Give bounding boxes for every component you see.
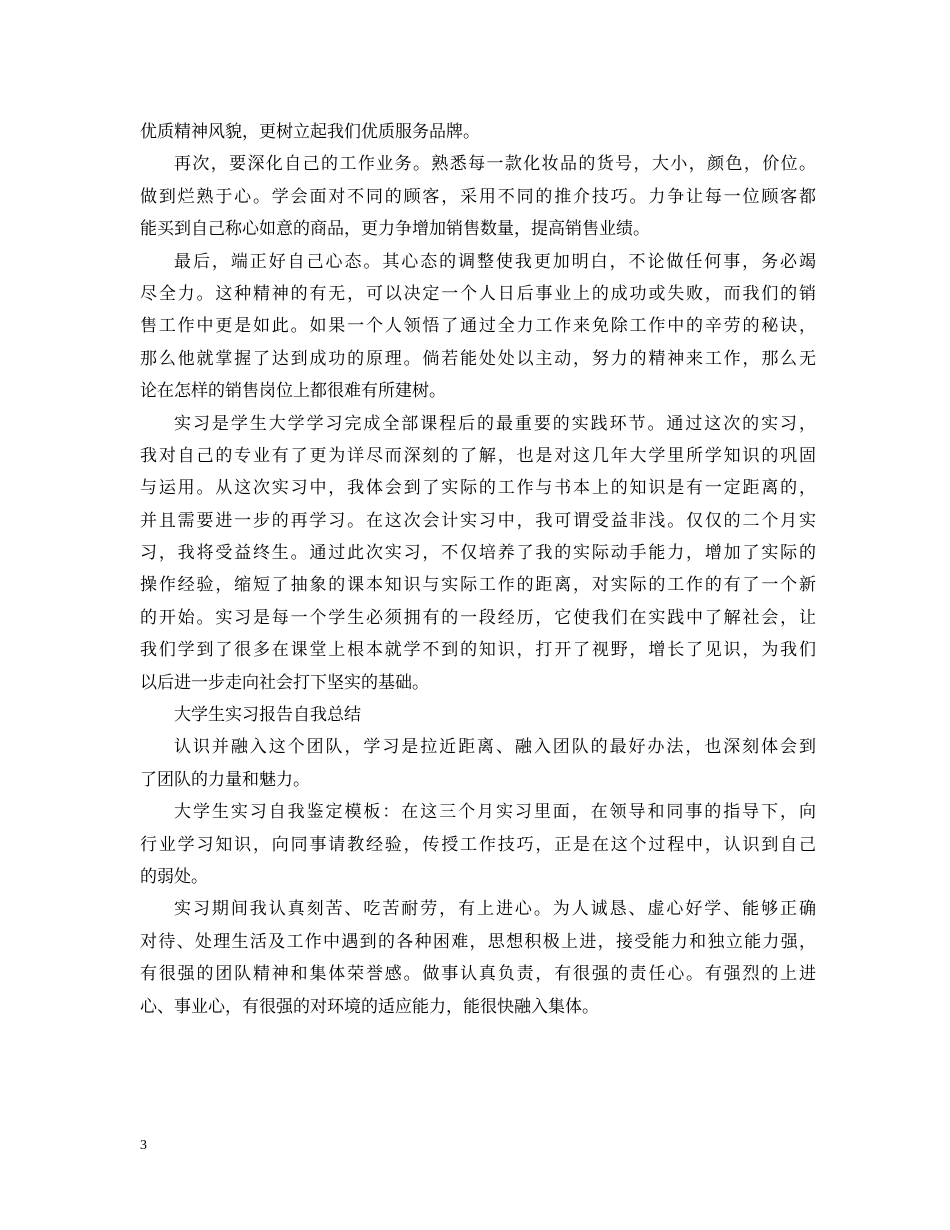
text-line: 再次，要深化自己的工作业务。熟悉每一款化妆品的货号，大小，颜色，价位。 — [174, 154, 816, 175]
paragraph — [140, 893, 816, 1023]
text-line: 最后，端正好自己心态。其心态的调整使我更加明白，不论做任何事，务必竭 — [174, 251, 816, 272]
text-line: 实习期间我认真刻苦、吃苦耐劳，有上进心。为人诚恳、虚心好学、能够正确 — [174, 899, 816, 920]
text-line: 我对自己的专业有了更为详尽而深刻的了解，也是对这几年大学里所学知识的巩固 — [140, 445, 816, 466]
paragraph — [140, 699, 816, 731]
text-line: 有很强的团队精神和集体荣誉感。做事认真负责，有很强的责任心。有强烈的上进 — [140, 964, 816, 985]
text-line: 大学生实习自我鉴定模板：在这三个月实习里面，在领导和同事的指导下，向 — [174, 802, 816, 823]
page-number: 3 — [140, 1138, 147, 1153]
text-line: 以后进一步走向社会打下坚实的基础。 — [140, 672, 429, 693]
text-line: 售工作中更是如此。如果一个人领悟了通过全力工作来免除工作中的辛劳的秘诀， — [140, 316, 816, 337]
text-line: 的开始。实习是每一个学生必须拥有的一段经历，它使我们在实践中了解社会，让 — [140, 607, 816, 628]
paragraph — [140, 148, 816, 245]
text-line: 了团队的力量和魅力。 — [140, 769, 310, 790]
paragraph — [140, 116, 816, 148]
document-body — [140, 116, 816, 1023]
paragraph — [140, 796, 816, 893]
text-line: 习，我将受益终生。通过此次实习，不仅培养了我的实际动手能力，增加了实际的 — [140, 543, 816, 564]
text-line: 并且需要进一步的再学习。在这次会计实习中，我可谓受益非浅。仅仅的二个月实 — [140, 510, 816, 531]
text-line: 实习是学生大学学习完成全部课程后的最重要的实践环节。通过这次的实习， — [174, 413, 816, 434]
text-line: 论在怎样的销售岗位上都很难有所建树。 — [140, 381, 446, 402]
text-line: 我们学到了很多在课堂上根本就学不到的知识，打开了视野，增长了见识，为我们 — [140, 640, 816, 661]
text-line: 的弱处。 — [140, 866, 208, 887]
text-line: 优质精神风貌，更树立起我们优质服务品牌。 — [140, 122, 480, 142]
text-line: 与运用。从这次实习中，我体会到了实际的工作与书本上的知识是有一定距离的， — [140, 478, 816, 499]
text-line: 做到烂熟于心。学会面对不同的顾客，采用不同的推介技巧。力争让每一位顾客都 — [140, 186, 816, 207]
text-line: 能买到自己称心如意的商品，更力争增加销售数量，提高销售业绩。 — [140, 219, 650, 240]
text-line: 认识并融入这个团队，学习是拉近距离、融入团队的最好办法，也深刻体会到 — [174, 737, 816, 758]
text-line: 尽全力。这种精神的有无，可以决定一个人日后事业上的成功或失败，而我们的销 — [140, 283, 816, 304]
paragraph — [140, 246, 816, 408]
paragraph — [140, 408, 816, 700]
text-line: 心、事业心，有很强的对环境的适应能力，能很快融入集体。 — [140, 996, 599, 1017]
text-line: 对待、处理生活及工作中遇到的各种困难，思想积极上进，接受能力和独立能力强， — [140, 931, 816, 952]
paragraph — [140, 731, 816, 796]
text-line: 大学生实习报告自我总结 — [174, 705, 361, 726]
text-line: 行业学习知识，向同事请教经验，传授工作技巧，正是在这个过程中，认识到自己 — [140, 834, 816, 855]
text-line: 操作经验，缩短了抽象的课本知识与实际工作的距离，对实际的工作的有了一个新 — [140, 575, 816, 596]
text-line: 那么他就掌握了达到成功的原理。倘若能处处以主动，努力的精神来工作，那么无 — [140, 348, 816, 369]
